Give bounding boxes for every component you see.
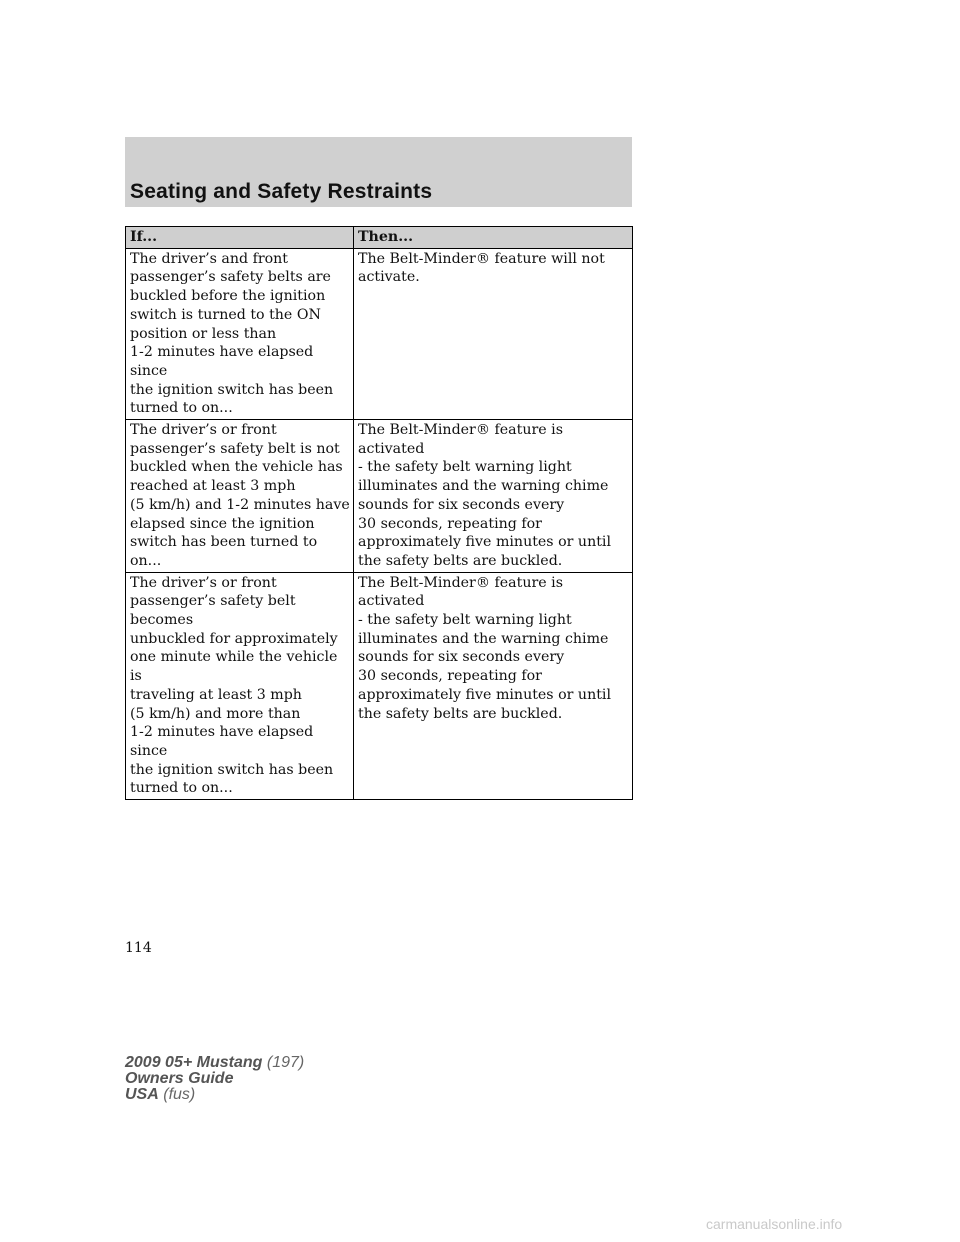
footer-line-market — [125, 1087, 304, 1103]
section-header-band — [125, 137, 632, 207]
watermark: carmanualsonline.info — [706, 1216, 843, 1232]
document-footer — [125, 1055, 304, 1103]
footer-model: 2009 05+ Mustang — [125, 1054, 263, 1071]
then-cell: The Belt-Minder® feature is activated - the safety belt warning light illuminates and the warning chime sounds for six seconds every 30 seconds, repeating for approximately five minutes or until the safety belts are buckled. — [354, 572, 633, 799]
table-row — [126, 572, 633, 799]
table-row — [126, 248, 633, 419]
if-cell: The driver’s and front passenger’s safety belts are buckled before the ignition switch is turned to the ON position or less than 1-2 minutes have elapsed since the ignition switch has been turned to on... — [126, 248, 354, 419]
column-header-if: If... — [126, 227, 354, 249]
footer-line-guide — [125, 1071, 304, 1087]
footer-model-code: (197) — [266, 1054, 305, 1071]
then-cell: The Belt-Minder® feature is activated - the safety belt warning light illuminates and the warning chime sounds for six seconds every 30 seconds, repeating for approximately five minutes or until the safety belts are buckled. — [354, 420, 633, 573]
if-cell: The driver’s or front passenger’s safety belt is not buckled when the vehicle has reached at least 3 mph (5 km/h) and 1-2 minutes have elapsed since the ignition switch has been turned to on... — [126, 420, 354, 573]
section-title: Seating and Safety Restraints — [130, 180, 433, 203]
footer-market: USA — [125, 1086, 159, 1103]
then-cell: The Belt-Minder® feature will not activate. — [354, 248, 633, 419]
belt-minder-table — [125, 226, 633, 800]
page-number: 114 — [125, 940, 152, 956]
if-cell: The driver’s or front passenger’s safety belt becomes unbuckled for approximately one minute while the vehicle is traveling at least 3 mph (5 km/h) and more than 1-2 minutes have elapsed since the ignition switch has been turned to on... — [126, 572, 354, 799]
footer-guide: Owners Guide — [125, 1070, 234, 1087]
footer-market-code: (fus) — [163, 1086, 196, 1103]
table-row — [126, 420, 633, 573]
footer-line-model — [125, 1055, 304, 1071]
table-header-row — [126, 227, 633, 249]
column-header-then: Then... — [354, 227, 633, 249]
